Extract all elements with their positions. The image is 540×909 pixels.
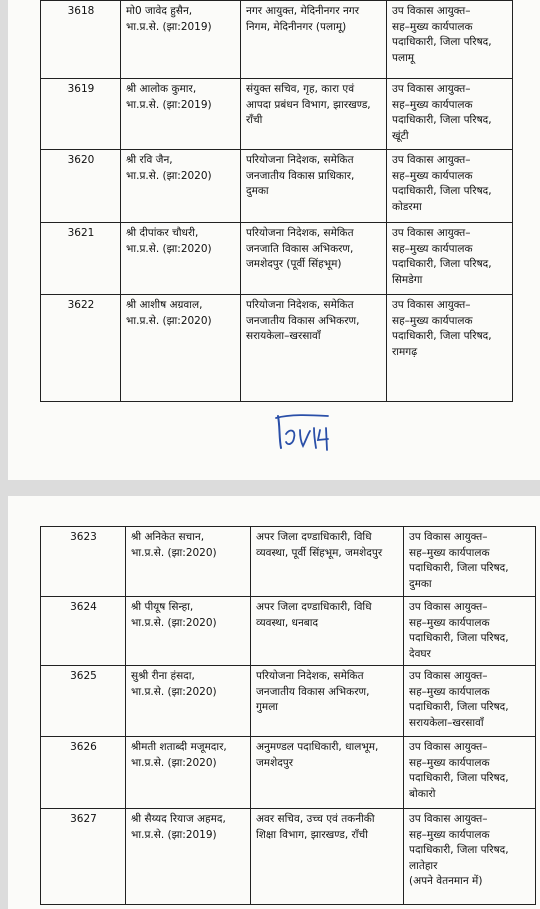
transfer-table-1 (40, 0, 513, 402)
current-post-cell (241, 223, 387, 295)
cell-text-line: श्री पीयूष सिन्हा, (131, 601, 194, 613)
serial-number-cell: 3621 (41, 223, 121, 295)
new-post-cell (387, 1, 513, 79)
current-post-cell (241, 79, 387, 150)
cell-text-line: खूंटी (392, 129, 409, 142)
new-post-cell (387, 150, 513, 223)
cell-text-line: पदाधिकारी, जिला परिषद, (409, 562, 509, 574)
cell-text-line: श्री रवि जैन, (126, 154, 173, 166)
officer-name-cell (126, 666, 251, 737)
cell-text-line: निगम, मेदिनीनगर (पलामू) (246, 20, 347, 33)
cell-text-line: उप विकास आयुक्त– (409, 670, 488, 682)
table-row (41, 150, 513, 223)
serial-number-cell: 3620 (41, 150, 121, 223)
cell-text-line: व्यवस्था, धनबाद (256, 616, 319, 629)
cell-text-line: भा.प्र.से. (झा:2020) (131, 756, 217, 769)
cell-text-line: पदाधिकारी, जिला परिषद, (409, 844, 509, 856)
cell-text-line: रामगढ़ (392, 345, 418, 358)
new-post-cell (404, 666, 536, 737)
cell-text-line: आपदा प्रबंधन विभाग, झारखण्ड, (246, 98, 371, 111)
cell-text-line: पदाधिकारी, जिला परिषद, (392, 330, 492, 342)
new-post-cell (404, 737, 536, 809)
cell-text-line: मो0 जावेद हुसैन, (126, 5, 193, 17)
new-post-cell (387, 223, 513, 295)
cell-text-line: सुश्री रीना हंसदा, (131, 670, 195, 682)
cell-text-line: जमशेदपुर (पूर्वी सिंहभूम) (246, 258, 342, 270)
officer-name-cell (121, 79, 241, 150)
cell-text-line: सह–मुख्य कार्यपालक (409, 685, 490, 698)
table-row (41, 223, 513, 295)
cell-text-line: परियोजना निदेशक, समेकित (246, 299, 354, 311)
cell-text-line: अपर जिला दण्डाधिकारी, विधि (256, 601, 372, 613)
cell-text-line: परियोजना निदेशक, समेकित (246, 154, 354, 166)
new-post-cell (404, 527, 536, 597)
cell-text-line: भा.प्र.से. (झा:2020) (131, 685, 217, 698)
cell-text-line: दुमका (409, 577, 432, 590)
officer-name-cell (121, 1, 241, 79)
signature-image (270, 404, 340, 464)
cell-text-line: श्री दीपांकर चौधरी, (126, 227, 199, 239)
cell-text-line: सरायकेला–खरसावाँ (246, 330, 321, 342)
cell-text-line: अनुमण्डल पदाधिकारी, धालभूम, (256, 741, 379, 753)
table-row (41, 79, 513, 150)
table-row (41, 597, 536, 666)
cell-text-line: भा.प्र.से. (झा:2020) (131, 546, 217, 559)
cell-text-line: श्रीमती शताब्दी मजूमदार, (131, 741, 227, 753)
cell-text-line: जनजाति विकास अभिकरण, (246, 242, 354, 255)
cell-text-line: भा.प्र.से. (झा:2019) (131, 828, 217, 841)
cell-text-line: जनजातीय विकास अभिकरण, (246, 314, 360, 327)
cell-text-line: जनजातीय विकास प्राधिकार, (246, 169, 355, 182)
cell-text-line: उप विकास आयुक्त– (392, 83, 471, 95)
cell-text-line: सह–मुख्य कार्यपालक (409, 756, 490, 769)
cell-text-line: (अपने वेतनमान में) (409, 875, 483, 887)
cell-text-line: श्री आलोक कुमार, (126, 83, 197, 95)
cell-text-line: परियोजना निदेशक, समेकित (246, 227, 354, 239)
current-post-cell (241, 150, 387, 223)
document-page-2 (8, 496, 540, 909)
table-row (41, 1, 513, 79)
current-post-cell (241, 295, 387, 402)
cell-text-line: श्री सैय्यद रियाज अहमद, (131, 813, 226, 825)
cell-text-line: पदाधिकारी, जिला परिषद, (409, 701, 509, 713)
current-post-cell (251, 737, 404, 809)
cell-text-line: पदाधिकारी, जिला परिषद, (409, 772, 509, 784)
cell-text-line: व्यवस्था, पूर्वी सिंहभूम, जमशेदपुर (256, 546, 383, 559)
cell-text-line: पदाधिकारी, जिला परिषद, (392, 185, 492, 197)
cell-text-line: राँची (246, 114, 263, 126)
cell-text-line: उप विकास आयुक्त– (392, 299, 471, 311)
cell-text-line: सह–मुख्य कार्यपालक (392, 20, 473, 33)
serial-number-cell: 3623 (41, 527, 126, 597)
table-row (41, 295, 513, 402)
cell-text-line: पदाधिकारी, जिला परिषद, (392, 114, 492, 126)
serial-number-cell: 3627 (41, 809, 126, 905)
officer-name-cell (126, 737, 251, 809)
cell-text-line: सिमडेगा (392, 273, 423, 286)
current-post-cell (251, 666, 404, 737)
cell-text-line: उप विकास आयुक्त– (392, 154, 471, 166)
cell-text-line: सह–मुख्य कार्यपालक (409, 546, 490, 559)
cell-text-line: उप विकास आयुक्त– (409, 601, 488, 613)
serial-number-cell: 3618 (41, 1, 121, 79)
cell-text-line: सह–मुख्य कार्यपालक (392, 242, 473, 255)
current-post-cell (251, 809, 404, 905)
cell-text-line: संयुक्त सचिव, गृह, कारा एवं (246, 83, 355, 95)
cell-text-line: सरायकेला–खरसावाँ (409, 716, 484, 729)
table-row (41, 809, 536, 905)
cell-text-line: जमशेदपुर (256, 756, 294, 769)
cell-text-line: शिक्षा विभाग, झारखण्ड, राँची (256, 828, 368, 841)
document-page-1 (8, 0, 540, 480)
cell-text-line: सह–मुख्य कार्यपालक (392, 98, 473, 111)
new-post-cell (404, 809, 536, 905)
cell-text-line: अपर जिला दण्डाधिकारी, विधि (256, 531, 372, 543)
cell-text-line: सह–मुख्य कार्यपालक (392, 314, 473, 327)
cell-text-line: भा.प्र.से. (झा:2020) (126, 169, 212, 182)
cell-text-line: श्री आशीष अग्रवाल, (126, 299, 203, 311)
cell-text-line: भा.प्र.से. (झा:2019) (126, 98, 212, 111)
cell-text-line: उप विकास आयुक्त– (392, 5, 471, 17)
serial-number-cell: 3625 (41, 666, 126, 737)
current-post-cell (251, 527, 404, 597)
officer-name-cell (126, 527, 251, 597)
officer-name-cell (121, 223, 241, 295)
cell-text-line: सह–मुख्य कार्यपालक (409, 616, 490, 629)
new-post-cell (404, 597, 536, 666)
current-post-cell (251, 597, 404, 666)
table-row (41, 737, 536, 809)
cell-text-line: अवर सचिव, उच्च एवं तकनीकी (256, 813, 375, 825)
cell-text-line: दुमका (246, 185, 269, 197)
cell-text-line: भा.प्र.से. (झा:2020) (126, 314, 212, 327)
cell-text-line: श्री अनिकेत सचान, (131, 531, 205, 543)
cell-text-line: पदाधिकारी, जिला परिषद, (392, 36, 492, 48)
cell-text-line: पदाधिकारी, जिला परिषद, (392, 258, 492, 270)
transfer-table-2 (40, 526, 536, 905)
serial-number-cell: 3622 (41, 295, 121, 402)
serial-number-cell: 3624 (41, 597, 126, 666)
cell-text-line: सह–मुख्य कार्यपालक (409, 828, 490, 841)
cell-text-line: पलामू (392, 51, 415, 64)
table-row (41, 527, 536, 597)
table-row (41, 666, 536, 737)
cell-text-line: बोकारो (409, 787, 436, 800)
officer-name-cell (126, 597, 251, 666)
cell-text-line: भा.प्र.से. (झा:2019) (126, 20, 212, 33)
cell-text-line: उप विकास आयुक्त– (409, 813, 488, 825)
current-post-cell (241, 1, 387, 79)
serial-number-cell: 3626 (41, 737, 126, 809)
officer-name-cell (121, 295, 241, 402)
cell-text-line: उप विकास आयुक्त– (409, 531, 488, 543)
serial-number-cell: 3619 (41, 79, 121, 150)
cell-text-line: उप विकास आयुक्त– (392, 227, 471, 239)
cell-text-line: कोडरमा (392, 200, 422, 213)
cell-text-line: भा.प्र.से. (झा:2020) (126, 242, 212, 255)
cell-text-line: उप विकास आयुक्त– (409, 741, 488, 753)
cell-text-line: भा.प्र.से. (झा:2020) (131, 616, 217, 629)
cell-text-line: लातेहार (409, 859, 438, 872)
cell-text-line: सह–मुख्य कार्यपालक (392, 169, 473, 182)
new-post-cell (387, 295, 513, 402)
cell-text-line: जनजातीय विकास अभिकरण, (256, 685, 370, 698)
officer-name-cell (121, 150, 241, 223)
officer-name-cell (126, 809, 251, 905)
cell-text-line: पदाधिकारी, जिला परिषद, (409, 632, 509, 644)
cell-text-line: देवघर (409, 647, 431, 660)
new-post-cell (387, 79, 513, 150)
cell-text-line: गुमला (256, 701, 279, 713)
cell-text-line: परियोजना निदेशक, समेकित (256, 670, 364, 682)
cell-text-line: नगर आयुक्त, मेदिनीनगर नगर (246, 5, 360, 17)
